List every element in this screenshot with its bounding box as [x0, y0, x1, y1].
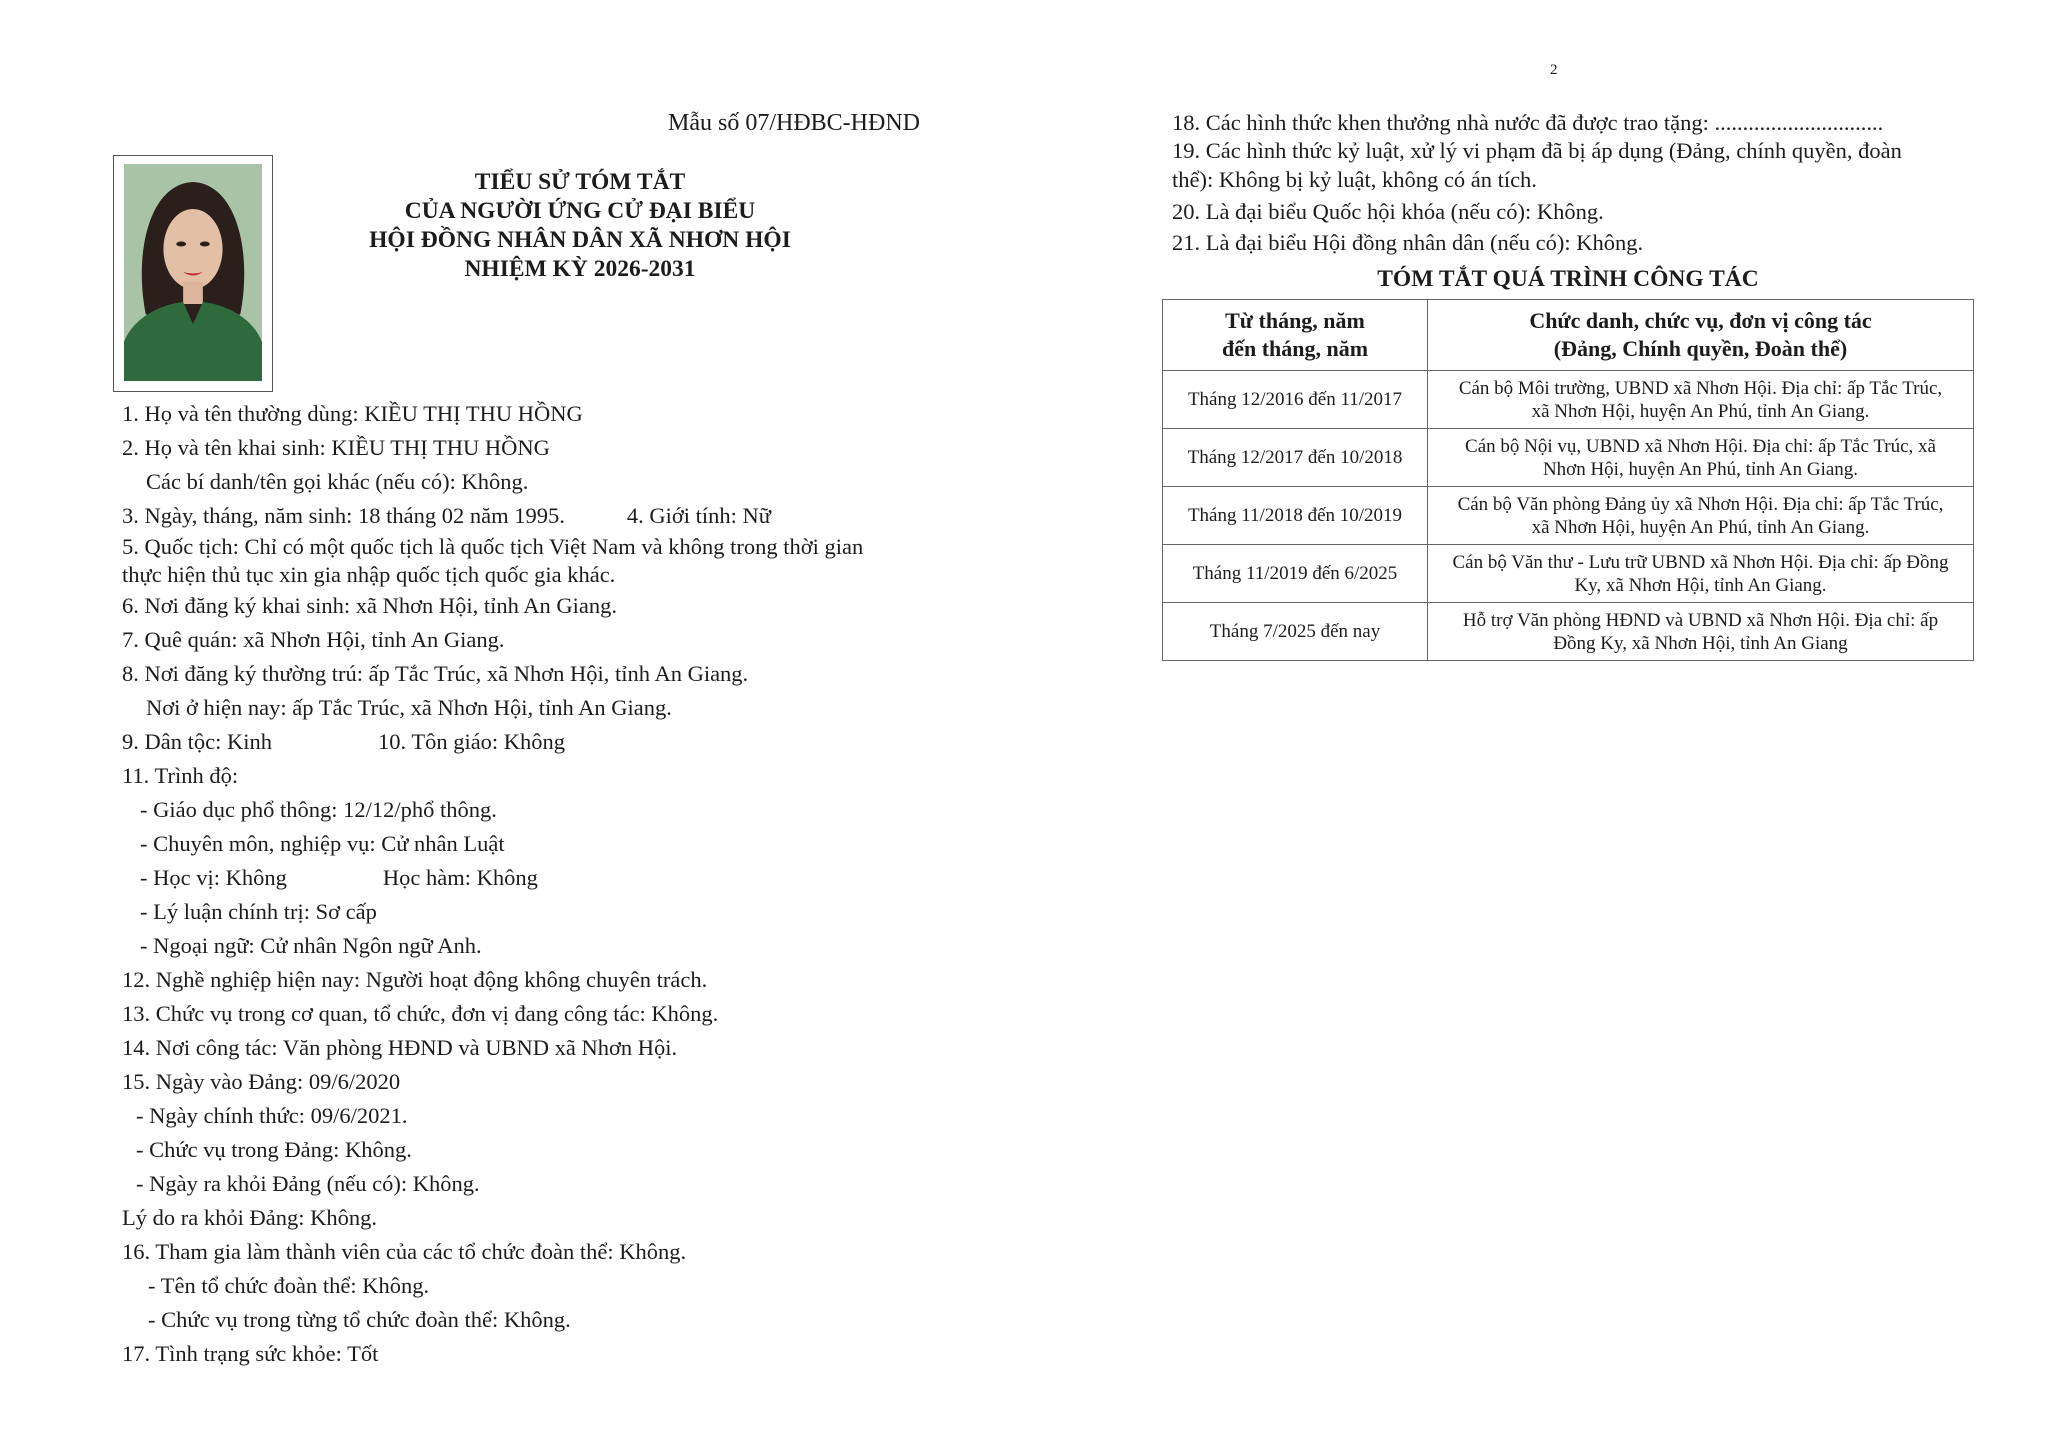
header-period-line: đến tháng, năm [1221, 336, 1369, 361]
field-discipline-cont: thể): Không bị kỷ luật, không có án tích. [1172, 167, 1537, 192]
description-line: xã Nhơn Hội, huyện An Phú, tỉnh An Giang. [1531, 516, 1870, 538]
field-organization-name: - Tên tổ chức đoàn thể: Không. [148, 1273, 430, 1298]
header-position-line: Chức danh, chức vụ, đơn vị công tác [1529, 308, 1872, 333]
description-line: Hỗ trợ Văn phòng HĐND và UBND xã Nhơn Hội. Địa chỉ: ấp [1462, 609, 1939, 631]
table-row [1163, 603, 1974, 661]
description-line: xã Nhơn Hội, huyện An Phú, tỉnh An Giang. [1531, 400, 1870, 422]
description-cell [1428, 545, 1974, 603]
field-ethnicity-religion [122, 725, 942, 759]
description-line: Ky, xã Nhơn Hội, tỉnh An Giang. [1574, 574, 1827, 596]
biography-fields [122, 397, 942, 1371]
field-aliases: Các bí danh/tên gọi khác (nếu có): Không. [146, 469, 529, 494]
field-position: 13. Chức vụ trong cơ quan, tổ chức, đơn vị đang công tác: Không. [122, 1001, 719, 1026]
field-professional: - Chuyên môn, nghiệp vụ: Cử nhân Luật [140, 831, 505, 856]
header-position [1428, 300, 1974, 371]
description-line: Cán bộ Văn thư - Lưu trữ UBND xã Nhơn Hội. Địa chỉ: ấp Đồng [1452, 551, 1949, 573]
description-cell [1428, 429, 1974, 487]
field-workplace: 14. Nơi công tác: Văn phòng HĐND và UBND xã Nhơn Hội. [122, 1035, 678, 1060]
description-line: Nhơn Hội, huyện An Phú, tỉnh An Giang. [1542, 458, 1859, 480]
field-dob: 3. Ngày, tháng, năm sinh: 18 tháng 02 năm 1995. [122, 503, 565, 528]
table-row [1163, 545, 1974, 603]
field-nationality-cont: thực hiện thủ tục xin gia nhập quốc tịch quốc gia khác. [122, 562, 616, 587]
field-political-theory: - Lý luận chính trị: Sơ cấp [140, 899, 377, 924]
field-permanent-residence: 8. Nơi đăng ký thường trú: ấp Tắc Trúc, xã Nhơn Hội, tỉnh An Giang. [122, 661, 749, 686]
page-number: 2 [1550, 62, 1558, 78]
description-cell [1428, 603, 1974, 661]
description-line: Cán bộ Môi trường, UBND xã Nhơn Hội. Địa chỉ: ấp Tắc Trúc, [1458, 377, 1943, 399]
field-awards: 18. Các hình thức khen thưởng nhà nước đã được trao tặng: .............................. [1172, 110, 1884, 135]
field-common-name: 1. Họ và tên thường dùng: KIỀU THỊ THU HỒNG [122, 401, 583, 426]
field-education-heading: 11. Trình độ: [122, 763, 239, 788]
table-header-row [1163, 300, 1974, 371]
table-row [1163, 429, 1974, 487]
field-occupation: 12. Nghề nghiệp hiện nay: Người hoạt động không chuyên trách. [122, 967, 708, 992]
period-cell: Tháng 12/2016 đến 11/2017 [1163, 371, 1428, 429]
field-academic-title: Học hàm: Không [382, 865, 538, 890]
field-degree: - Học vị: Không [140, 865, 287, 890]
description-cell [1428, 371, 1974, 429]
field-organizations: 16. Tham gia làm thành viên của các tổ chức đoàn thể: Không. [122, 1239, 687, 1264]
field-party-leave-date: - Ngày ra khỏi Đảng (nếu có): Không. [136, 1171, 480, 1196]
field-nationality: 5. Quốc tịch: Chỉ có một quốc tịch là quốc tịch Việt Nam và không trong thời gian [122, 534, 864, 559]
field-degree-title [122, 861, 942, 895]
period-cell: Tháng 12/2017 đến 10/2018 [1163, 429, 1428, 487]
period-cell: Tháng 11/2019 đến 6/2025 [1163, 545, 1428, 603]
field-discipline: 19. Các hình thức kỷ luật, xử lý vi phạm đã bị áp dụng (Đảng, chính quyền, đoàn [1172, 138, 1902, 163]
field-current-residence: Nơi ở hiện nay: ấp Tắc Trúc, xã Nhơn Hội, tỉnh An Giang. [146, 695, 672, 720]
field-peoples-council: 21. Là đại biểu Hội đồng nhân dân (nếu có): Không. [1172, 230, 1644, 255]
field-general-education: - Giáo dục phổ thông: 12/12/phổ thông. [140, 797, 497, 822]
description-line: Cán bộ Văn phòng Đảng ủy xã Nhơn Hội. Địa chỉ: ấp Tắc Trúc, [1457, 493, 1944, 515]
period-cell: Tháng 7/2025 đến nay [1163, 603, 1428, 661]
form-code: Mẫu số 07/HĐBC-HĐND [668, 110, 920, 136]
title-line: NHIỆM KỲ 2026-2031 [464, 256, 696, 282]
description-cell [1428, 487, 1974, 545]
title-line: TIỂU SỬ TÓM TẮT [474, 169, 686, 195]
period-cell: Tháng 11/2018 đến 10/2019 [1163, 487, 1428, 545]
field-health: 17. Tình trạng sức khỏe: Tốt [122, 1341, 379, 1366]
title-line: HỘI ĐỒNG NHÂN DÂN XÃ NHƠN HỘI [369, 227, 791, 253]
description-line: Cán bộ Nội vụ, UBND xã Nhơn Hội. Địa chỉ: ấp Tắc Trúc, xã [1465, 435, 1936, 457]
header-position-line: (Đảng, Chính quyền, Đoàn thể) [1553, 336, 1848, 361]
field-party-join-date: 15. Ngày vào Đảng: 09/6/2020 [122, 1069, 401, 1094]
document-title [320, 168, 840, 284]
table-row [1163, 487, 1974, 545]
field-ethnicity: 9. Dân tộc: Kinh [122, 729, 272, 754]
field-gender: 4. Giới tính: Nữ [626, 503, 771, 528]
field-religion: 10. Tôn giáo: Không [377, 729, 566, 754]
table-row [1163, 371, 1974, 429]
portrait-image [124, 164, 262, 381]
field-foreign-language: - Ngoại ngữ: Cử nhân Ngôn ngữ Anh. [140, 933, 482, 958]
description-line: Đồng Ky, xã Nhơn Hội, tỉnh An Giang [1553, 632, 1848, 654]
field-party-leave-reason: Lý do ra khỏi Đảng: Không. [122, 1205, 377, 1230]
work-history-table [1162, 299, 1974, 661]
title-line: CỦA NGƯỜI ỨNG CỬ ĐẠI BIỂU [404, 198, 756, 224]
header-period-line: Từ tháng, năm [1225, 308, 1365, 333]
field-national-assembly: 20. Là đại biểu Quốc hội khóa (nếu có): Không. [1172, 199, 1604, 224]
field-dob-gender [122, 499, 942, 533]
portrait-photo [113, 155, 273, 392]
work-summary-title: TÓM TẮT QUÁ TRÌNH CÔNG TÁC [1377, 266, 1759, 292]
field-birth-name: 2. Họ và tên khai sinh: KIỀU THỊ THU HỒNG [122, 435, 550, 460]
field-birth-registration: 6. Nơi đăng ký khai sinh: xã Nhơn Hội, tỉnh An Giang. [122, 593, 618, 618]
field-party-official-date: - Ngày chính thức: 09/6/2021. [136, 1103, 408, 1128]
field-hometown: 7. Quê quán: xã Nhơn Hội, tỉnh An Giang. [122, 627, 505, 652]
biography-fields-continued [1172, 108, 2032, 258]
field-party-position: - Chức vụ trong Đảng: Không. [136, 1137, 412, 1162]
header-period [1163, 300, 1428, 371]
field-organization-position: - Chức vụ trong từng tổ chức đoàn thể: Không. [148, 1307, 571, 1332]
